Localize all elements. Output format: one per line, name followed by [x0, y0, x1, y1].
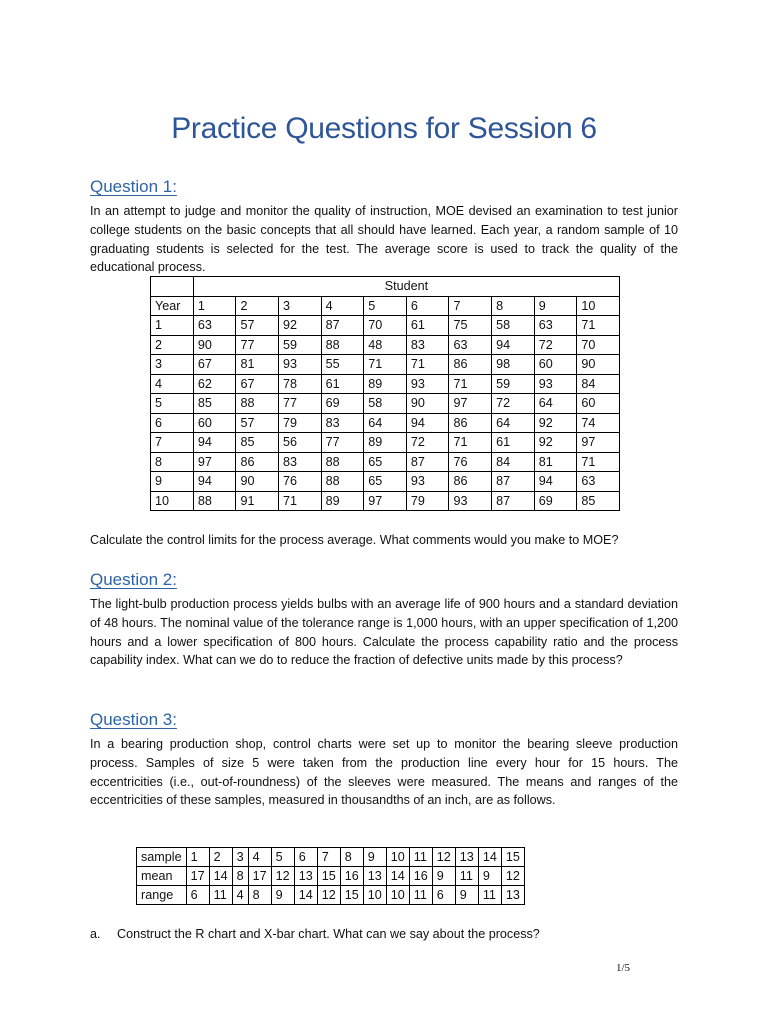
table-cell: 59	[279, 335, 322, 355]
table-cell: 74	[577, 413, 620, 433]
table-cell: 8	[232, 867, 248, 886]
table-cell: 85	[577, 491, 620, 511]
table-cell: 94	[193, 472, 236, 492]
table-cell: 69	[534, 491, 577, 511]
table-cell: 63	[577, 472, 620, 492]
table-cell: 61	[492, 433, 535, 453]
table-cell: 71	[406, 355, 449, 375]
table-cell: 8	[151, 452, 194, 472]
table-cell: 70	[577, 335, 620, 355]
table-row	[137, 886, 525, 905]
table-cell: 97	[193, 452, 236, 472]
table-header-cell: 7	[449, 296, 492, 316]
table-cell: 4	[232, 886, 248, 905]
table-row	[151, 433, 620, 453]
table-cell: 93	[279, 355, 322, 375]
table-cell: 14	[294, 886, 317, 905]
table-cell: 14	[386, 867, 409, 886]
table-cell: 8	[248, 886, 271, 905]
table-cell: 81	[236, 355, 279, 375]
table-cell: 71	[364, 355, 407, 375]
table-cell: 1	[151, 316, 194, 336]
table-row	[151, 316, 620, 336]
table-cell: 12	[271, 867, 294, 886]
table-cell: 72	[492, 394, 535, 414]
table-cell: 77	[236, 335, 279, 355]
table-cell: 11	[478, 886, 501, 905]
table-cell: 69	[321, 394, 364, 414]
table-cell: 64	[534, 394, 577, 414]
question-3-heading: Question 3:	[90, 710, 177, 729]
table-row	[151, 413, 620, 433]
question-1-text: In an attempt to judge and monitor the quality of instruction, MOE devised an examination to test junior college students on the basic concepts that all should have learned. Each year, a random sample of 10 graduating students is selected for the test. The average score is used to track the quality of the educational process.	[90, 204, 678, 275]
question-1-heading: Question 1:	[90, 177, 177, 196]
eccentricity-table	[136, 847, 525, 905]
table-cell: 86	[449, 413, 492, 433]
table-cell: 94	[492, 335, 535, 355]
question-3-part-a	[90, 927, 540, 941]
table-cell: 71	[279, 491, 322, 511]
table-cell: 13	[455, 848, 478, 867]
table-cell: 94	[193, 433, 236, 453]
table-cell: 84	[492, 452, 535, 472]
table-cell: 7	[151, 433, 194, 453]
table-cell: 9	[271, 886, 294, 905]
table-cell: 60	[193, 413, 236, 433]
table-cell: 92	[534, 433, 577, 453]
table-cell: 89	[364, 374, 407, 394]
table-header-cell: 6	[406, 296, 449, 316]
table-cell: 9	[363, 848, 386, 867]
table-cell: 9	[432, 867, 455, 886]
table-cell: 70	[364, 316, 407, 336]
table-cell: 3	[151, 355, 194, 375]
table-row	[151, 491, 620, 511]
table-row	[151, 394, 620, 414]
table-cell: 61	[406, 316, 449, 336]
table-cell: 67	[193, 355, 236, 375]
table-cell: 65	[364, 452, 407, 472]
table-cell: 71	[577, 316, 620, 336]
table-cell: 58	[364, 394, 407, 414]
table-cell: 65	[364, 472, 407, 492]
table-header-cell: 2	[236, 296, 279, 316]
table-cell: 15	[340, 886, 363, 905]
table-cell: 60	[534, 355, 577, 375]
table-cell: 63	[534, 316, 577, 336]
table-cell: 91	[236, 491, 279, 511]
table-row	[151, 355, 620, 375]
table-cell: 86	[449, 355, 492, 375]
table-cell: 98	[492, 355, 535, 375]
table-cell: 55	[321, 355, 364, 375]
part-a-label: a.	[90, 927, 101, 941]
table-cell: 63	[193, 316, 236, 336]
table-cell: 72	[534, 335, 577, 355]
table-cell: 89	[321, 491, 364, 511]
page-number: 1/5	[616, 962, 631, 974]
table-cell: 76	[449, 452, 492, 472]
table-cell: 94	[534, 472, 577, 492]
table-cell: 9	[151, 472, 194, 492]
table-cell: 57	[236, 413, 279, 433]
table-cell: 9	[455, 886, 478, 905]
table-cell: 6	[294, 848, 317, 867]
table-cell: 90	[236, 472, 279, 492]
table-cell: 11	[409, 886, 432, 905]
table-cell: 77	[321, 433, 364, 453]
table-header-cell: 10	[577, 296, 620, 316]
table-cell: 79	[279, 413, 322, 433]
table-cell: 12	[317, 886, 340, 905]
table-cell: 1	[186, 848, 209, 867]
table-cell: 93	[406, 374, 449, 394]
table-header-cell: 4	[321, 296, 364, 316]
table-cell: 10	[386, 848, 409, 867]
table-cell: 87	[492, 472, 535, 492]
table-cell: 7	[317, 848, 340, 867]
table-cell: 6	[432, 886, 455, 905]
table-cell: 71	[449, 374, 492, 394]
table-row	[151, 374, 620, 394]
table-cell: 97	[449, 394, 492, 414]
table-cell: 11	[209, 886, 232, 905]
table-cell: 72	[406, 433, 449, 453]
table-cell: 8	[340, 848, 363, 867]
table-cell: 92	[279, 316, 322, 336]
question-2-text: The light-bulb production process yields bulbs with an average life of 900 hours and a standard deviation of 48 hours. The nominal value of the tolerance range is 1,000 hours, with an upper specification of 1,200 hours and a lower specification of 800 hours. Calculate the process capability ratio and the process capability index. What can we do to reduce the fraction of defective units made by this process?	[90, 597, 678, 668]
table-cell: 88	[193, 491, 236, 511]
table-cell: 86	[449, 472, 492, 492]
table-cell: 87	[492, 491, 535, 511]
table-cell: 94	[406, 413, 449, 433]
table-cell: 15	[317, 867, 340, 886]
table-cell: 10	[363, 886, 386, 905]
table-cell: 79	[406, 491, 449, 511]
table-row	[137, 867, 525, 886]
table-header-cell: 8	[492, 296, 535, 316]
table-cell: 90	[577, 355, 620, 375]
table-cell: 71	[577, 452, 620, 472]
table-cell: 14	[209, 867, 232, 886]
table-cell: 87	[321, 316, 364, 336]
table-cell: 5	[151, 394, 194, 414]
table-cell: 58	[492, 316, 535, 336]
table-cell: 85	[236, 433, 279, 453]
table-header-group-row	[151, 277, 620, 297]
table-cell: 14	[478, 848, 501, 867]
table-cell: 2	[209, 848, 232, 867]
table-group-label: Student	[193, 277, 619, 297]
table-cell: 4	[151, 374, 194, 394]
table-cell: 88	[321, 472, 364, 492]
table-cell: 75	[449, 316, 492, 336]
table-cell: 83	[279, 452, 322, 472]
table-cell: 87	[406, 452, 449, 472]
table-cell: 93	[449, 491, 492, 511]
table-cell: 48	[364, 335, 407, 355]
table-header-cell: 1	[193, 296, 236, 316]
table-cell: 12	[501, 867, 524, 886]
table-cell: 88	[321, 452, 364, 472]
table-cell: 56	[279, 433, 322, 453]
question-2-heading: Question 2:	[90, 570, 177, 589]
table-cell: 89	[364, 433, 407, 453]
table-cell: 78	[279, 374, 322, 394]
student-scores-table	[150, 276, 620, 511]
table-cell: 9	[478, 867, 501, 886]
table-cell: 16	[340, 867, 363, 886]
table-cell: 93	[534, 374, 577, 394]
table-cell: 60	[577, 394, 620, 414]
table-cell: 85	[193, 394, 236, 414]
table-corner-cell	[151, 277, 194, 297]
table-cell: 11	[409, 848, 432, 867]
table-cell: 13	[501, 886, 524, 905]
table-header-row	[151, 296, 620, 316]
table-cell: 13	[363, 867, 386, 886]
table-cell: 88	[236, 394, 279, 414]
table-cell: 15	[501, 848, 524, 867]
part-a-text: Construct the R chart and X-bar chart. What can we say about the process?	[117, 927, 540, 941]
table-cell: range	[137, 886, 187, 905]
table-cell: 64	[364, 413, 407, 433]
table-row	[151, 335, 620, 355]
table-cell: 90	[406, 394, 449, 414]
table-cell: 67	[236, 374, 279, 394]
table-row	[151, 472, 620, 492]
table-header-cell: Year	[151, 296, 194, 316]
table-cell: 59	[492, 374, 535, 394]
table-cell: 11	[455, 867, 478, 886]
table-cell: 84	[577, 374, 620, 394]
table-cell: 10	[151, 491, 194, 511]
table-cell: 93	[406, 472, 449, 492]
table-cell: 71	[449, 433, 492, 453]
table-cell: 62	[193, 374, 236, 394]
table-cell: 17	[248, 867, 271, 886]
table-cell: 90	[193, 335, 236, 355]
table-cell: 83	[406, 335, 449, 355]
table-cell: 77	[279, 394, 322, 414]
table-header-cell: 3	[279, 296, 322, 316]
table-cell: 12	[432, 848, 455, 867]
table-cell: 5	[271, 848, 294, 867]
table-cell: 81	[534, 452, 577, 472]
table-cell: 97	[364, 491, 407, 511]
table-cell: mean	[137, 867, 187, 886]
table-cell: 17	[186, 867, 209, 886]
table-row	[137, 848, 525, 867]
table-cell: 97	[577, 433, 620, 453]
table-header-cell: 9	[534, 296, 577, 316]
table-cell: 10	[386, 886, 409, 905]
table-cell: 61	[321, 374, 364, 394]
question-3-text: In a bearing production shop, control charts were set up to monitor the bearing sleeve production process. Samples of size 5 were taken from the production line every hour for 15 hours. The eccentricities (i.e., out-of-roundness) of the sleeves were measured. The means and ranges of the eccentricities of these samples, measured in thousandths of an inch, are as follows.	[90, 737, 678, 808]
table-cell: 76	[279, 472, 322, 492]
table-cell: 2	[151, 335, 194, 355]
table-cell: 88	[321, 335, 364, 355]
table-cell: 92	[534, 413, 577, 433]
table-cell: sample	[137, 848, 187, 867]
table-cell: 57	[236, 316, 279, 336]
table-cell: 63	[449, 335, 492, 355]
table-cell: 86	[236, 452, 279, 472]
question-1-prompt: Calculate the control limits for the process average. What comments would you make to MOE?	[90, 533, 619, 547]
table-cell: 6	[186, 886, 209, 905]
table-cell: 13	[294, 867, 317, 886]
table-cell: 6	[151, 413, 194, 433]
table-cell: 83	[321, 413, 364, 433]
table-header-cell: 5	[364, 296, 407, 316]
table-cell: 64	[492, 413, 535, 433]
table-row	[151, 452, 620, 472]
table-cell: 16	[409, 867, 432, 886]
page-title: Practice Questions for Session 6	[171, 112, 597, 145]
table-cell: 4	[248, 848, 271, 867]
table-cell: 3	[232, 848, 248, 867]
